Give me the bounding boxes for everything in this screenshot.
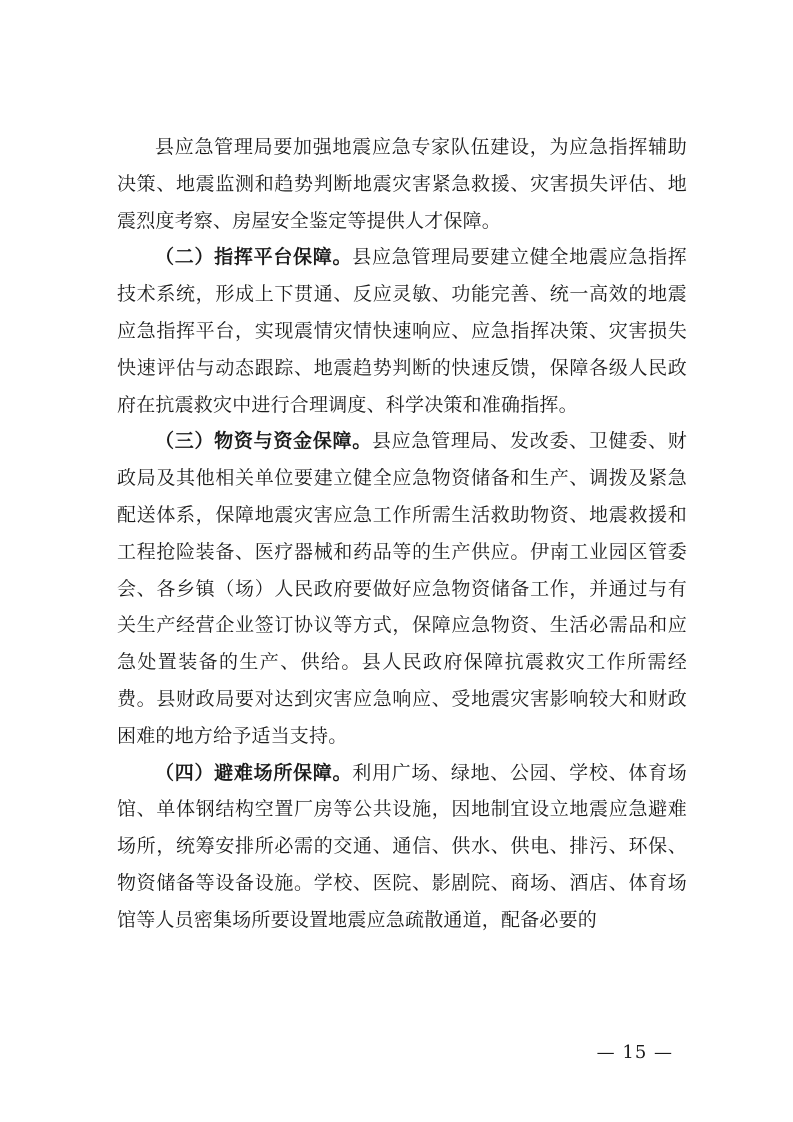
paragraph-materials-funds [117,423,687,754]
section-heading-materials-funds: （三）物资与资金保障。 [155,430,372,453]
paragraph-shelter [117,755,687,939]
paragraph-expert-team [117,129,687,239]
paragraph-text: 县应急管理局要加强地震应急专家队伍建设，为应急指挥辅助决策、地震监测和趋势判断地震灾害紧急救援、灾害损失评估、地震烈度考察、房屋安全鉴定等提供人才保障。 [117,136,687,232]
page-number: — 15 — [596,1042,673,1063]
section-heading-shelter: （四）避难场所保障。 [155,761,353,784]
section-heading-command-platform: （二）指挥平台保障。 [155,246,353,269]
document-body [117,129,687,939]
paragraph-text: 县应急管理局、发改委、卫健委、财政局及其他相关单位要建立健全应急物资储备和生产、调拨及紧急配送体系，保障地震灾害应急工作所需生活救助物资、地震救援和工程抢险装备、医疗器械和药品等的生产供应。伊南工业园区管委会、各乡镇（场）人民政府要做好应急物资储备工作，并通过与有关生产经营企业签订协议等方式，保障应急物资、生活必需品和应急处置装备的生产、供给。县人民政府保障抗震救灾工作所需经费。县财政局要对达到灾害应急响应、受地震灾害影响较大和财政困难的地方给予适当支持。 [117,430,687,747]
paragraph-command-platform [117,239,687,423]
paragraph-text: 县应急管理局要建立健全地震应急指挥技术系统，形成上下贯通、反应灵敏、功能完善、统一高效的地震应急指挥平台，实现震情灾情快速响应、应急指挥决策、灾害损失快速评估与动态跟踪、地震趋势判断的快速反馈，保障各级人民政府在抗震救灾中进行合理调度、科学决策和准确指挥。 [117,246,687,416]
paragraph-text: 利用广场、绿地、公园、学校、体育场馆、单体钢结构空置厂房等公共设施，因地制宜设立地震应急避难场所，统筹安排所必需的交通、通信、供水、供电、排污、环保、物资储备等设备设施。学校、医院、影剧院、商场、酒店、体育场馆等人员密集场所要设置地震应急疏散通道，配备必要的 [117,761,687,931]
